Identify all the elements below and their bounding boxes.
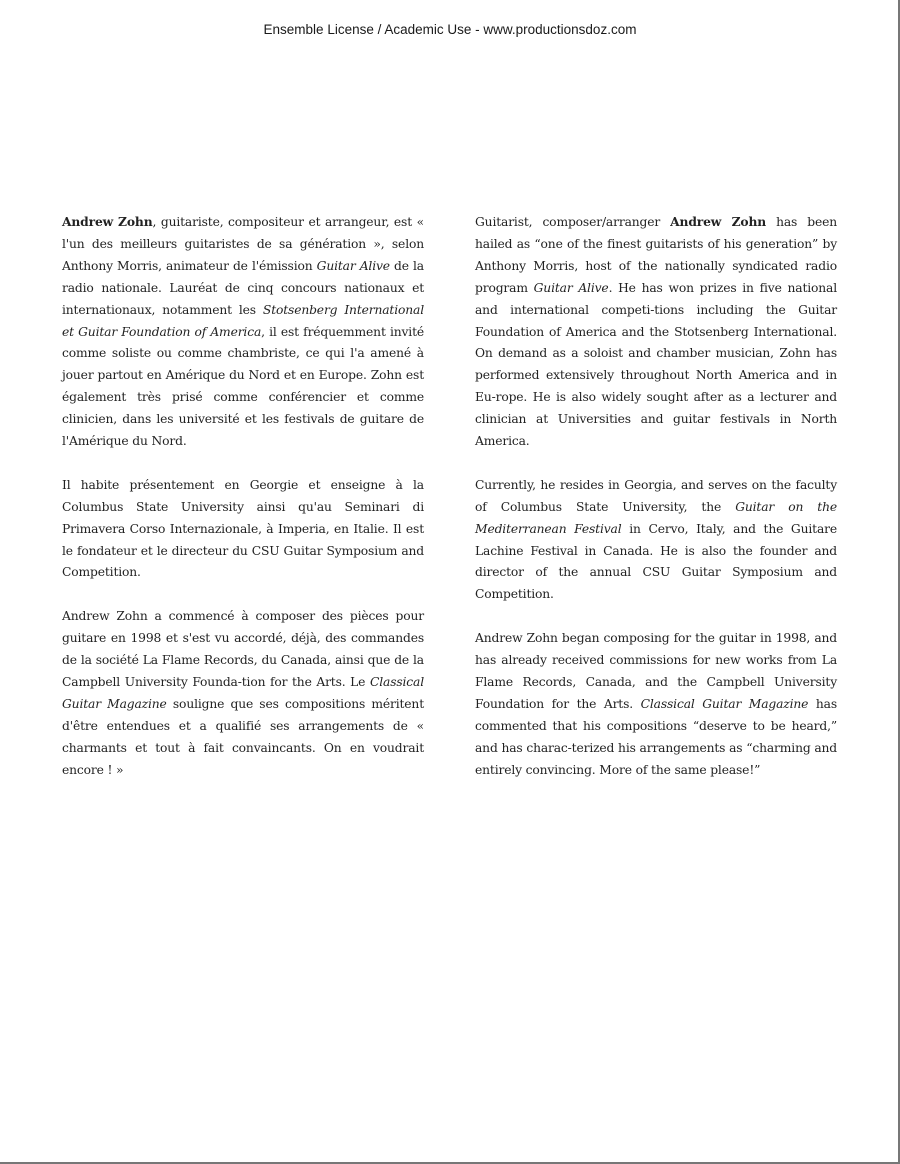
magazine-title: Classical Guitar Magazine bbox=[62, 675, 424, 711]
radio-program-title: Guitar Alive bbox=[533, 280, 609, 295]
magazine-title: Classical Guitar Magazine bbox=[640, 696, 809, 711]
festival-title: Guitar on the Mediterranean Festival bbox=[475, 499, 837, 536]
french-paragraph-2: Il habite présentement en Georgie et enseigne à la Columbus State University ainsi qu'au Seminari di Primavera Corso Internazionale, à Imperia, en Italie. Il est le fondateur et le directeur du CSU Guitar Symposium and Competition. bbox=[62, 477, 424, 580]
artist-name: Andrew Zohn bbox=[670, 214, 767, 229]
english-paragraph-3: Andrew Zohn began composing for the guitar in 1998, and has already received commissions for new works from La Flame Records, Canada, and the Campbell University Foundation for the Arts. Classical Guitar Magazine has commented that his compositions “deserve to be heard,” and has charac-terized his arrangements as “charming and entirely convincing. More of the same please!” bbox=[475, 631, 837, 777]
radio-program-title: Guitar Alive bbox=[316, 258, 390, 273]
artist-name: Andrew Zohn bbox=[62, 214, 153, 229]
french-biography-column bbox=[62, 211, 424, 803]
english-paragraph-1: Guitarist, composer/arranger Andrew Zohn has been hailed as “one of the finest guitarists of his generation” by Anthony Morris, host of the nationally syndicated radio program Guitar Alive. He has won prizes in five national and international competi-tions including the Guitar Foundation of America and the Stotsenberg International. On demand as a soloist and chamber musician, Zohn has performed extensively throughout North America and in Eu-rope. He is also widely sought after as a lecturer and clinician at Universities and guitar festivals in North America. bbox=[475, 214, 838, 449]
license-header: Ensemble License / Academic Use - www.productionsdoz.com bbox=[263, 22, 637, 37]
french-paragraph-1: Andrew Zohn, guitariste, compositeur et arrangeur, est « l'un des meilleurs guitaristes de sa génération », selon Anthony Morris, animateur de l'émission Guitar Alive de la radio nationale. Lauréat de cinq concours nationaux et internationaux, notamment les Stotsenberg International et Guitar Foundation of America, il est fréquemment invité comme soliste ou comme chambriste, ce qui l'a amené à jouer partout en Amérique du Nord et en Europe. Zohn est également très prisé comme conférencier et comme clinicien, dans les université et les festivals de guitare de l'Amérique du Nord. bbox=[62, 214, 425, 449]
competition-names: Stotsenberg International et Guitar Foundation of America bbox=[62, 302, 424, 339]
english-paragraph-2: Currently, he resides in Georgia, and serves on the faculty of Columbus State University, the Guitar on the Mediterranean Festival in Cervo, Italy, and the Guitare Lachine Festival in Canada. He is also the founder and director of the annual CSU Guitar Symposium and Competition. bbox=[475, 477, 837, 602]
french-paragraph-3: Andrew Zohn a commencé à composer des pièces pour guitare en 1998 et s'est vu accordé, déjà, des commandes de la société La Flame Records, du Canada, ainsi que de la Campbell University Founda-tion for the Arts. Le Classical Guitar Magazine souligne que ses compositions méritent d'être entendues et a qualifié ses arrangements de « charmants et tout à fait convaincants. On en voudrait encore ! » bbox=[62, 609, 424, 777]
english-biography-column bbox=[475, 211, 837, 803]
